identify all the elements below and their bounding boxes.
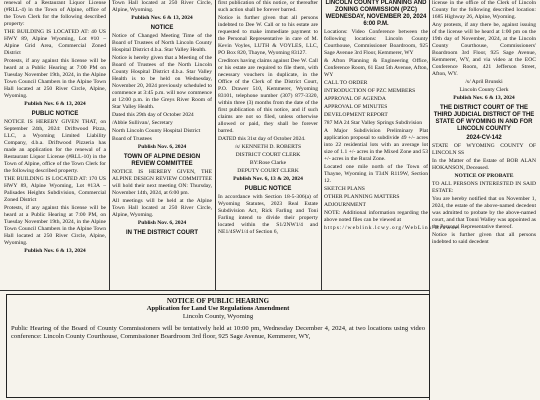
publish-date: Publish Nov. 6 & 13, 2024	[453, 95, 515, 101]
notice-text: Notice is further given that all persons indebted to Dee W. Call or to his estate are requested to make immediate payment to the Personal Representative in care of M. Kevin Voyles, LUTH & VOYLES, LLC, PO Box 820, Thayne, Wyoming 83127.	[218, 15, 318, 56]
box-subtitle: Application for Land Use Regulations Amendment	[146, 305, 290, 312]
notice-text: NOTICE IS HEREBY GIVEN, THE ALPINE DESIGN REVIEW COMMITTEE will hold their next meeting ON: Thursday, November 14th, 2024, at 6:00 pm.	[112, 169, 212, 196]
notice-text: & Afton Planning & Engineering Office, Conference Room, 61 East 5th Avenue, Afton, WY	[324, 58, 428, 78]
weblink-url: https://weblink.lcwy.org/WebLink/Browse.	[324, 225, 461, 231]
signature-line: /s/ KENNETH D. ROBERTS	[234, 144, 302, 150]
notice-text: Protests, if any against this license will be heard at a Public Hearing at 7:00 PM on Tuesday November 19th, 2024, in the Alpine Town Council Chambers in the Alpine Town Hall located at 250 River Circle, Alpine, Wyoming.	[4, 58, 106, 99]
column-1	[4, 0, 106, 290]
notice-heading: PUBLIC NOTICE	[31, 111, 79, 117]
notice-heading: LINCOLN COUNTY PLANNING AND ZONING COMMISSION (PZC) WEDNESDAY, NOVEMBER 20, 2024 6:00 P.M.	[325, 0, 427, 27]
column-divider	[109, 0, 110, 290]
notice-text: license in the office of the Clerk of Lincoln County for the following described location: 1685 Highway 26, Alpine, Wyoming.	[432, 0, 536, 20]
box-place: Lincoln County, Wyoming	[182, 313, 254, 320]
publish-date: Publish Nov. 6 & 13, 2024	[24, 101, 86, 107]
notice-heading: PUBLIC NOTICE	[244, 186, 292, 192]
notice-text: NOTE: Additional information regarding the above noted files can be viewed at	[324, 210, 428, 223]
signature-line: Lincoln County Clerk	[459, 87, 509, 93]
section-divider	[0, 290, 430, 291]
notice-text: THE BUILDING IS LOCATED AT: 40 US HWY 89, Alpine Wyoming, Lot #10 – Alpine Grid Area, Commercial Zoned District	[4, 29, 106, 56]
notice-heading: NOTICE	[150, 25, 174, 31]
box-body: Public Hearing of the Board of County Commissioners will be tentatively held at 10:00 pm, Wednesday December 4, 2024, at two locations using video conference: Lincoln County Courthouse, Commissioner Boardroom 3rd floor, 925 Sage Avenue, Kemmerer, WY,	[11, 325, 425, 340]
notice-text: Board of Trustees	[112, 136, 152, 142]
notice-text: STATE OF WYOMING COUNTY OF LINCOLN SS	[432, 143, 536, 156]
notice-text: Dated this 29th day of October 2024	[112, 112, 194, 118]
publish-date: Publish Nov. 6, 13 & 20, 2024	[233, 176, 303, 182]
signature-line: BY:Rose Clarke	[249, 160, 287, 166]
notice-text: Creditors having claims against Dee W. Call or his estate are required to file them, with necessary vouchers in duplicate, in the Office of the Clerk of the District Court, P.O. Drawer 510, Kemmerer, Wyoming 83101, telephone number (307) 877-3320, within three (3) months from the date of the first publication of this notice, and if such claims are not so filed, unless otherwise allowed or paid, they shall be forever barred.	[218, 58, 318, 134]
notice-subheading: NOTICE OF PROBATE	[454, 173, 514, 179]
notice-text: In accordance with Section 18-5-306(a) of Wyoming Statutes, 2023 Real Estate Subdivision Act, Rick Farling and Toni Farling intend to divide their property located within the S1/2NW1/4 and NE1/4SW1/4 of Section 6,	[218, 194, 318, 235]
notice-text: /Abbie Sullivan/, Secretary	[112, 120, 173, 126]
agenda-item: CALL TO ORDER	[324, 80, 368, 86]
notice-text: Located one mile north of the Town of Thayne, Wyoming in T34N R119W, Section 12.	[324, 164, 428, 184]
notice-text: All meetings will be held at the Alpine Town Hall located at 250 River Circle, Alpine, Wyoming.	[112, 198, 212, 218]
notice-text: first publication of this notice, or thereafter such action shall be forever barred.	[218, 0, 318, 13]
notice-text: THE BUILDING IS LOCATED AT: 170 US HWY 89, Alpine Wyoming, Lot #13A – Palisades Heights Subdivision, Commercial Zoned District	[4, 176, 106, 203]
notice-text: A Major Subdivision Preliminary Plat application proposal to subdivide 49 +/- acres into 22 residential lots with an average lot size of 1.1 +/- acres in the Mixed Zone and 53 +/- acres in the Rural Zone.	[324, 128, 428, 162]
notice-text: Town Hall located at 250 River Circle, Alpine, Wyoming.	[112, 0, 212, 13]
publish-date: Publish Nov. 6, 2024	[137, 144, 187, 150]
column-5	[432, 0, 536, 400]
agenda-item: ADJOURNMENT	[324, 202, 366, 208]
notice-heading: THE DISTRICT COURT OF THE THIRD JUDICIAL DISTRICT OF THE STATE OF WYOMING IN AND FOR LINCOLN COUNTY	[433, 105, 535, 132]
agenda-item: APPROVAL OF AGENDA	[324, 96, 386, 102]
notice-text: In the Matter of the Estate of BOB ALAN HOKANSON, Deceased.	[432, 158, 536, 171]
publish-date: Publish Nov. 6 & 13, 2024	[131, 15, 193, 21]
notice-text: Notice is hereby given that a Meeting of the Board of Trustees of the North Lincoln County Hospital District d.b.a. Star Valley Health is to be held on Wednesday, November 20, 2024 previously scheduled to commence at 3:45 p.m. will now commence at 12:00 p.m. in the Greys River Room of Star Valley Health.	[112, 55, 212, 110]
notice-text: Any protests, if any there be, against issuing of the license will be heard at 1:00 pm on the 19th day of November, 2024, at the Lincoln County Courthouse, Commissioners' Boardroom 3rd Floor, 925 Sage Avenue, Kemmerer, WY, and via video at the EOC Conference Room, 421 Jefferson Street, Afton, WY.	[432, 22, 536, 77]
column-2	[112, 0, 212, 290]
column-divider	[321, 0, 322, 290]
column-4	[324, 0, 461, 290]
notice-text: Notice of Changed Meeting Time of the Board of Trustees of North Lincoln County Hospital District d.b.a. Star Valley Health.	[112, 33, 212, 53]
agenda-item: INTRODUCTION OF PZC MEMBERS	[324, 88, 416, 94]
box-title: NOTICE OF PUBLIC HEARING	[166, 297, 270, 305]
column-divider	[215, 0, 216, 290]
publish-date: Publish Nov. 6, 2024	[137, 220, 187, 226]
notice-text: renewal of a Restaurant Liquor License (#RLL-4) in the Town of Alpine, office of the Town Clerk for the following described property:	[4, 0, 106, 27]
agenda-item: SKETCH PLANS	[324, 186, 365, 192]
case-number: 2024-CV-142	[466, 135, 502, 141]
signature-line: DISTRICT COURT CLERK	[235, 152, 301, 158]
agenda-item: OTHER PLANNING MATTERS	[324, 194, 400, 200]
agenda-item: APPROVAL OF MINUTES	[324, 104, 388, 110]
notice-text: Notice is further given that all persons indebted to said decedent	[432, 232, 536, 245]
notice-text: NOTICE IS HEREBY GIVEN THAT, on September 24th, 2024: Driftwood Pizza, LLC, a Wyoming Limited Liability Company, d.b.a. Driftwood Pizzeria has made an application for the renewal of a Restaurant Liquor License (#RLL-10) in the Town of Alpine, office of the Town Clerk for the following described property.	[4, 119, 106, 174]
notice-heading: TOWN OF ALPINE DESIGN REVIEW COMMITTEE	[123, 154, 201, 167]
agenda-item: 787 MA 24 Star Valley Springs Subdivision	[324, 120, 423, 126]
notice-text: TO ALL PERSONS INTERESTED IN SAID ESTATE:	[432, 181, 536, 194]
publish-date: Publish Nov. 6 & 13, 2024	[24, 248, 86, 254]
notice-text: You are hereby notified that on November 1, 2024, the estate of the above-named decedent was admitted to probate by the above-named court, and that Tonni Walley was appointed as the Personal Representative thereof.	[432, 196, 536, 230]
agenda-item: DEVELOPMENT REPORT	[324, 112, 388, 118]
notice-text: Protests, if any against this license will be heard at a Public Hearing at 7:00 PM, on Tuesday November 19th, 2024, in the Alpine Town Council Chambers in the Alpine Town Hall located at 250 River Circle, Alpine, Wyoming.	[4, 205, 106, 246]
signature-line: DEPUTY COURT CLERK	[237, 168, 299, 174]
column-3	[218, 0, 318, 290]
notice-text: DATED this 31st day of October 2024.	[218, 136, 306, 142]
notice-heading: IN THE DISTRICT COURT	[126, 230, 198, 236]
notice-text: North Lincoln County Hospital District	[112, 128, 201, 134]
public-hearing-box	[6, 294, 430, 398]
signature-line: /s/ April Brunski	[465, 79, 503, 85]
notice-text: Locations: Video Conference between the following locations: Lincoln County Courthouse, Commissioner Boardroom, 925 Sage Avenue 3rd Floor, Kemmerer, WY	[324, 29, 428, 56]
